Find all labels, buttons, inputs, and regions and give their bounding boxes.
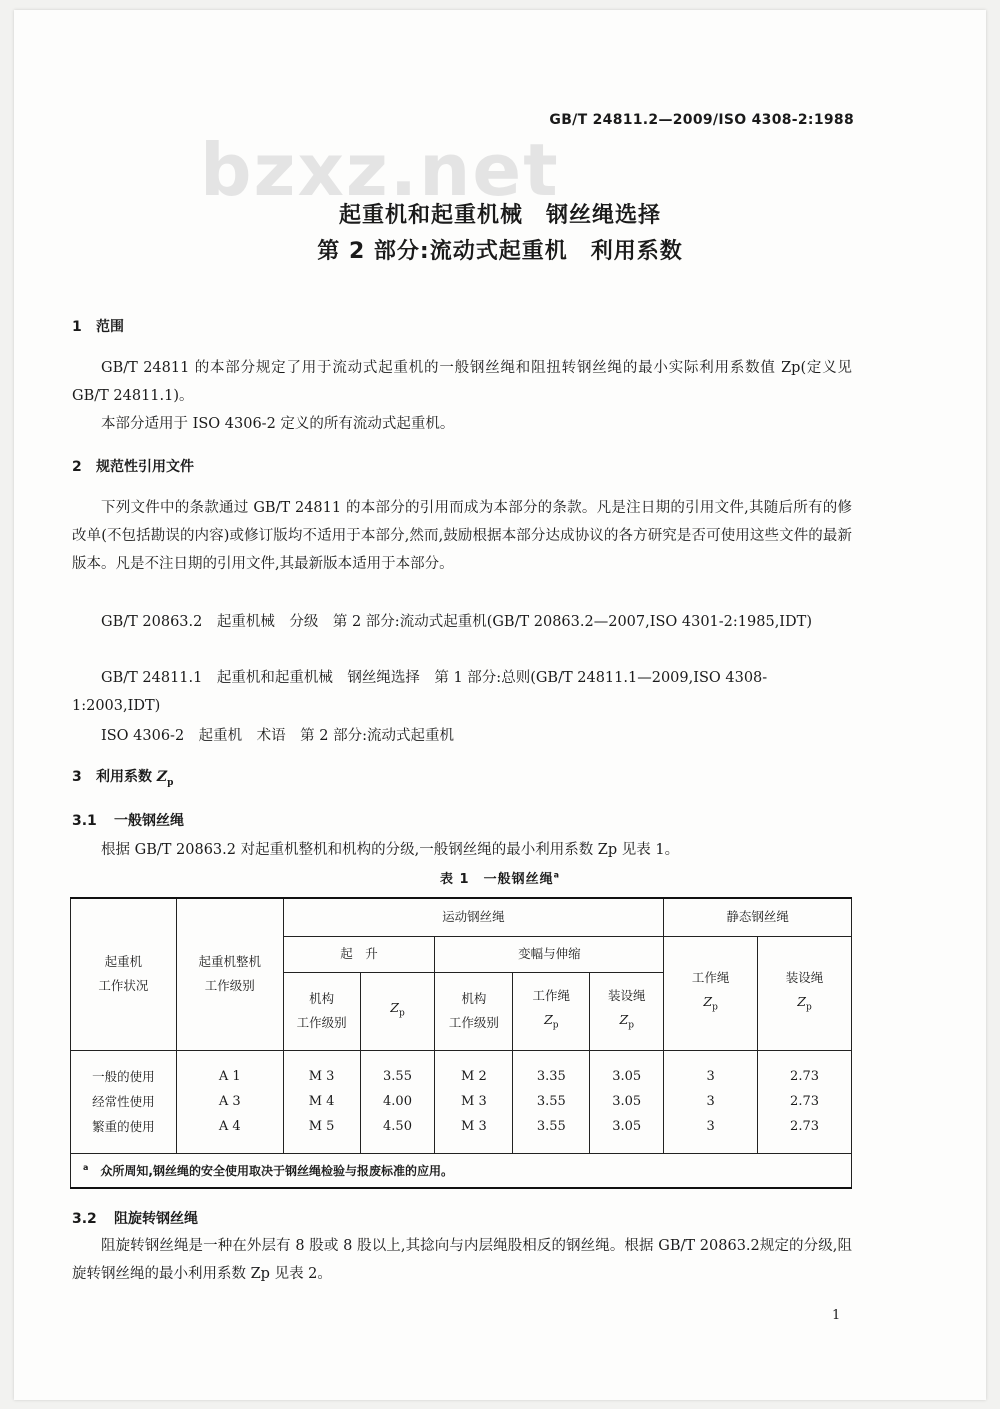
header-crane-condition: 起重机 工作状况 (71, 898, 177, 1050)
section-number: 3 (72, 769, 82, 785)
watermark: bzxz.net (200, 128, 560, 212)
section-3-2-paragraph: 阻旋转钢丝绳是一种在外层有 8 股或 8 股以上,其捻向与内层绳股相反的钢丝绳。根据 GB/T 20863.2规定的分级,阻旋转钢丝绳的最小利用系数 Zp 见表 2。 (72, 1238, 852, 1282)
header-static-working-rope: 工作绳 $Z_p$ (664, 936, 758, 1050)
header-hoist-mechanism-group: 机构 工作级别 (283, 972, 360, 1050)
zp-symbol: $Z_p$ (156, 769, 174, 788)
section-title: 一般钢丝绳 (114, 813, 184, 829)
section-title: 范围 (96, 319, 124, 335)
header-crane-group: 起重机整机 工作级别 (176, 898, 283, 1050)
section-number: 2 (72, 459, 82, 475)
table-row: 繁重的使用 A 4 M 5 4.50 M 3 3.55 3.05 3 2.73 (71, 1114, 852, 1139)
section-number: 1 (72, 319, 82, 335)
normative-reference-1: GB/T 20863.2 起重机械 分级 第 2 部分:流动式起重机(GB/T 20863.2—2007,ISO 4301-2:1985,IDT) (101, 614, 812, 630)
footnote-mark: a (83, 1162, 89, 1172)
page-number: 1 (832, 1308, 841, 1323)
title-line-1: 起重机和起重机械 钢丝绳选择 (338, 203, 661, 228)
section-2-heading (72, 456, 194, 476)
header-luff-erection-rope: 装设绳 $Z_p$ (590, 972, 664, 1050)
section-3-2-heading (72, 1208, 198, 1228)
section-1-paragraph-1: GB/T 24811 的本部分规定了用于流动式起重机的一般钢丝绳和阻扭转钢丝绳的最小实际利用系数值 Zp(定义见 GB/T 24811.1)。 (72, 360, 852, 404)
normative-reference-3: ISO 4306-2 起重机 术语 第 2 部分:流动式起重机 (101, 728, 455, 744)
section-title: 阻旋转钢丝绳 (114, 1211, 198, 1227)
table-row: 一般的使用 A 1 M 3 3.55 M 2 3.35 3.05 3 2.73 (71, 1064, 852, 1089)
table-1-caption: 表 1 一般钢丝绳$^a$ (440, 870, 560, 887)
table-row: 经常性使用 A 3 M 4 4.00 M 3 3.55 3.05 3 2.73 (71, 1089, 852, 1114)
table-1 (70, 897, 852, 1189)
section-1-paragraph-2: 本部分适用于 ISO 4306-2 定义的所有流动式起重机。 (101, 416, 455, 432)
section-title: 利用系数 (96, 769, 152, 785)
section-1-heading (72, 316, 124, 336)
header-static-rope: 静态钢丝绳 (664, 898, 852, 936)
header-hoist-zp: $Z_p$ (360, 972, 435, 1050)
section-3-1-heading (72, 810, 184, 830)
normative-reference-2: GB/T 24811.1 起重机和起重机械 钢丝绳选择 第 1 部分:总则(GB/T 24811.1—2009,ISO 4308-1:2003,IDT) (72, 670, 768, 714)
table-footnote: $^a$ 众所周知,钢丝绳的安全使用取决于钢丝绳检验与报废标准的应用。 (71, 1153, 852, 1188)
header-luffing: 变幅与伸缩 (435, 936, 664, 972)
header-hoisting: 起 升 (283, 936, 435, 972)
header-luff-mechanism-group: 机构 工作级别 (435, 972, 513, 1050)
section-3-heading (72, 766, 173, 788)
section-title: 规范性引用文件 (96, 459, 194, 475)
header-running-rope: 运动钢丝绳 (283, 898, 664, 936)
title-line-2: 第 2 部分:流动式起重机 利用系数 (317, 239, 683, 264)
section-number: 3.2 (72, 1211, 97, 1227)
header-luff-working-rope: 工作绳 $Z_p$ (513, 972, 590, 1050)
section-number: 3.1 (72, 813, 97, 829)
footnote-mark: a (553, 870, 560, 880)
standard-code: GB/T 24811.2—2009/ISO 4308-2:1988 (549, 112, 854, 128)
header-static-erection-rope: 装设绳 $Z_p$ (758, 936, 852, 1050)
section-3-1-paragraph: 根据 GB/T 20863.2 对起重机整机和机构的分级,一般钢丝绳的最小利用系数 Zp 见表 1。 (101, 842, 680, 858)
section-2-paragraph: 下列文件中的条款通过 GB/T 24811 的本部分的引用而成为本部分的条款。凡是注日期的引用文件,其随后所有的修改单(不包括勘误的内容)或修订版均不适用于本部分,然而,鼓励根据本部分达成协议的各方研究是否可使用这些文件的最新版本。凡是不注日期的引用文件,其最新版本适用于本部分。 (72, 500, 852, 572)
